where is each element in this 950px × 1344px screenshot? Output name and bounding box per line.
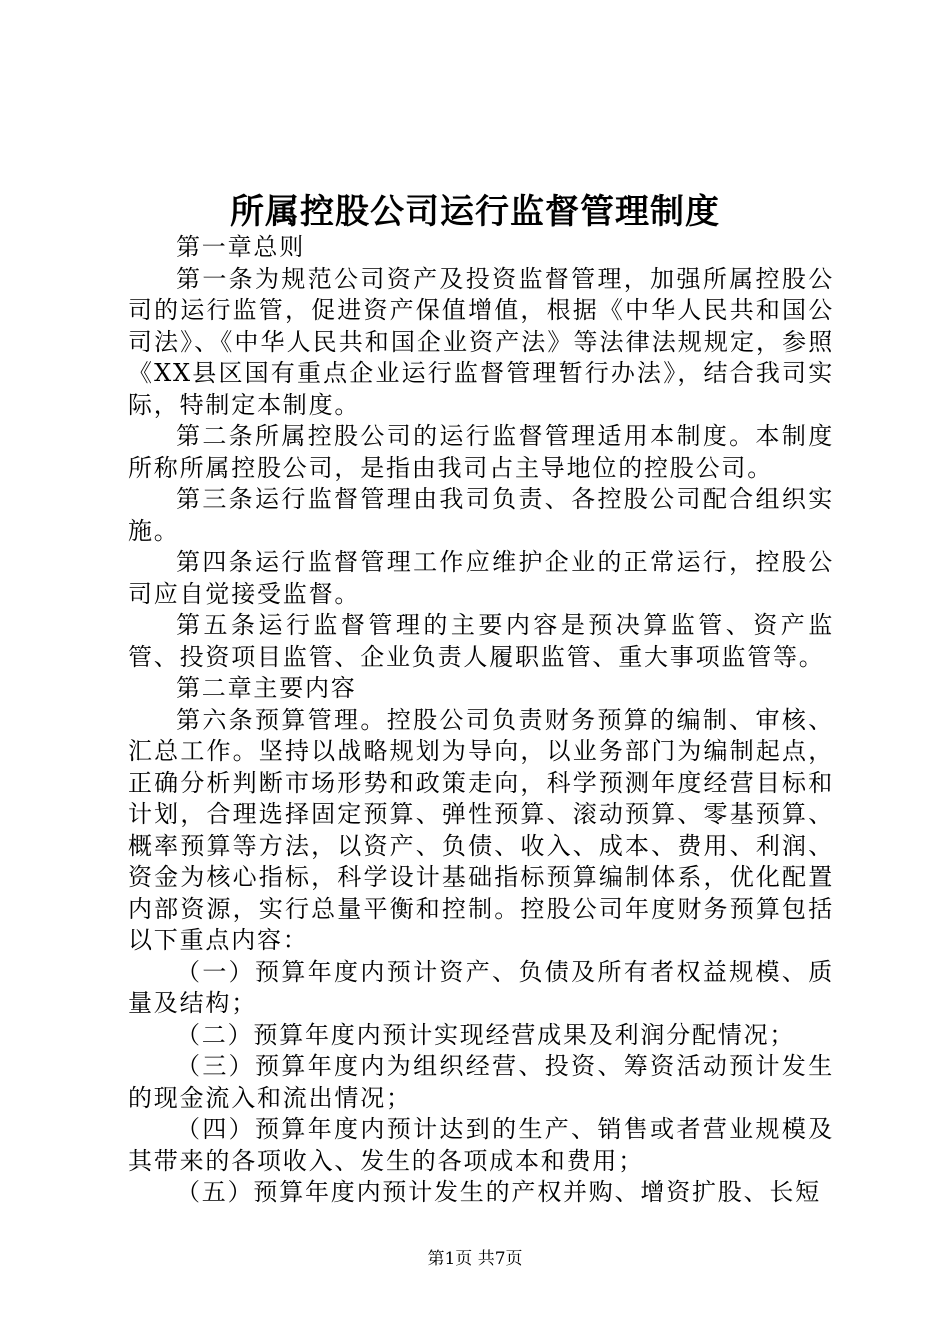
page-footer: 第1页 共7页 [427, 1249, 523, 1269]
article-paragraph: 第五条运行监督管理的主要内容是预决算监管、资产监管、投资项目监管、企业负责人履职监管、重大事项监管等。 [128, 611, 834, 671]
chapter-heading: 第二章主要内容 [176, 674, 357, 702]
article-paragraph: 第一条为规范公司资产及投资监督管理，加强所属控股公司的运行监管，促进资产保值增值，根据《中华人民共和国公司法》、《中华人民共和国企业资产法》等法律法规规定，参照《XX县区国有重点企业运行监督管理暂行办法》，结合我司实际，特制定本制度。 [128, 264, 834, 419]
article-paragraph: 第四条运行监督管理工作应维护企业的正常运行，控股公司应自觉接受监督。 [128, 548, 834, 608]
list-item: （一）预算年度内预计资产、负债及所有者权益规模、质量及结构； [128, 957, 834, 1017]
article-paragraph: 第六条预算管理。控股公司负责财务预算的编制、审核、汇总工作。坚持以战略规划为导向，以业务部门为编制起点，正确分析判断市场形势和政策走向，科学预测年度经营目标和计划，合理选择固定预算、弹性预算、滚动预算、零基预算、概率预算等方法，以资产、负债、收入、成本、费用、利润、资金为核心指标，科学设计基础指标预算编制体系，优化配置内部资源，实行总量平衡和控制。控股公司年度财务预算包括以下重点内容： [128, 705, 834, 954]
list-item: （四）预算年度内预计达到的生产、销售或者营业规模及其带来的各项收入、发生的各项成本和费用； [128, 1115, 834, 1175]
list-item: （三）预算年度内为组织经营、投资、筹资活动预计发生的现金流入和流出情况； [128, 1052, 834, 1112]
article-paragraph: 第二条所属控股公司的运行监督管理适用本制度。本制度所称所属控股公司，是指由我司占主导地位的控股公司。 [128, 422, 834, 482]
chapter-heading: 第一章总则 [176, 233, 305, 261]
article-paragraph: 第三条运行监督管理由我司负责、各控股公司配合组织实施。 [128, 485, 834, 545]
document-title: 所属控股公司运行监督管理制度 [230, 192, 720, 232]
document-body [128, 232, 834, 1209]
list-item: （二）预算年度内预计实现经营成果及利润分配情况； [176, 1020, 796, 1049]
list-item: （五）预算年度内预计发生的产权并购、增资扩股、长短 [176, 1178, 821, 1206]
